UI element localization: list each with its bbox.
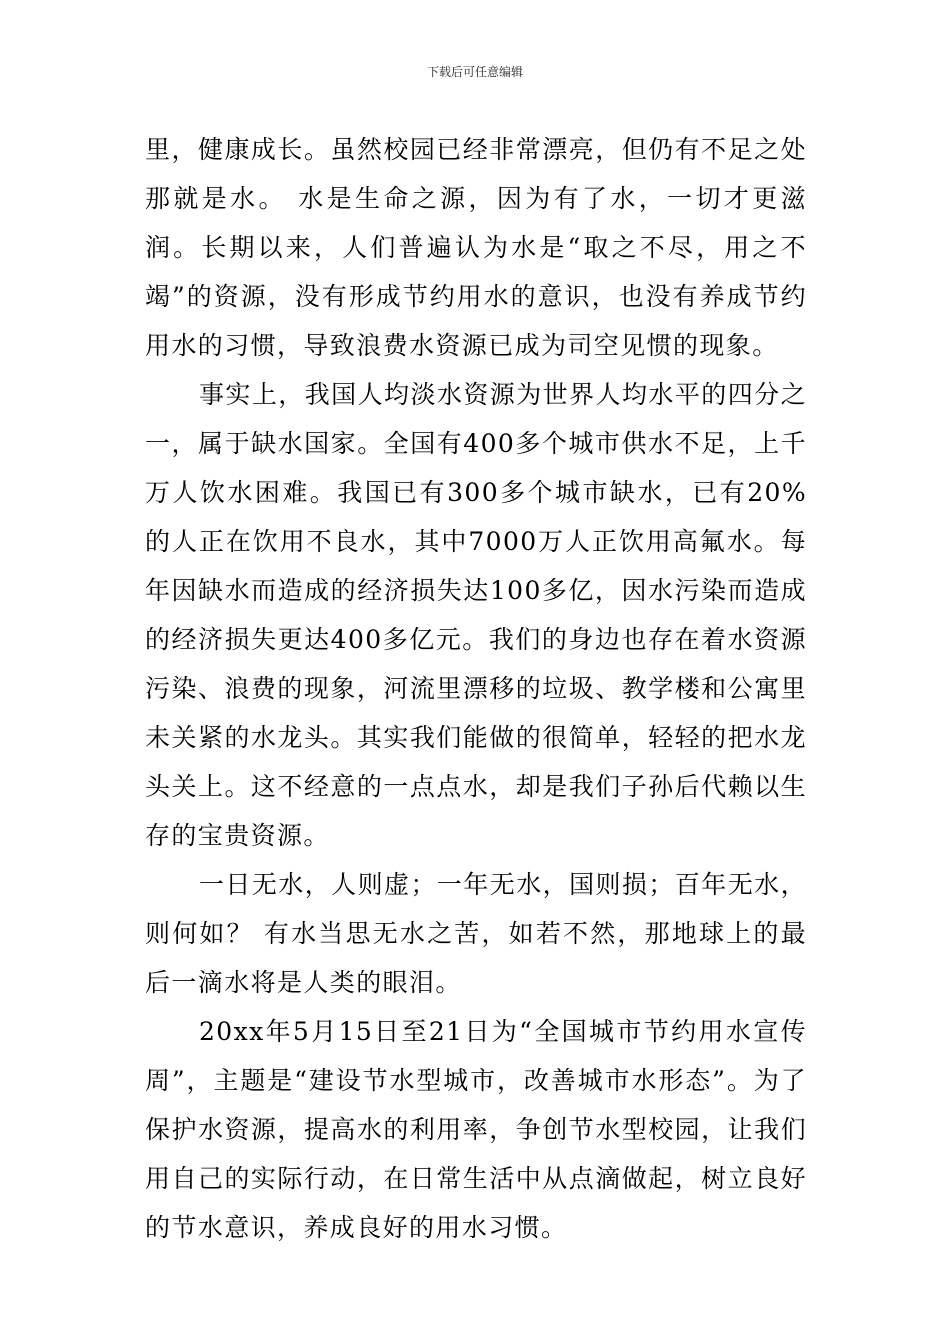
paragraph: 里，健康成长。虽然校园已经非常漂亮，但仍有不足之处那就是水。 水是生命之源，因为有了水，一切才更滋润。长期以来，人们普遍认为水是“取之不尽，用之不竭”的资源，没有形成节约用水的意识，也没有养成节约用水的习惯，导致浪费水资源已成为司空见惯的现象。 — [145, 135, 807, 360]
paragraph: 事实上，我国人均淡水资源为世界人均水平的四分之一，属于缺水国家。全国有400多个城市供水不足，上千万人饮水困难。我国已有300多个城市缺水，已有20%的人正在饮用不良水，其中7000万人正饮用高氟水。每年因缺水而造成的经济损失达100多亿，因水污染而造成的经济损失更达400多亿元。我们的身边也存在着水资源污染、浪费的现象，河流里漂移的垃圾、教学楼和公寓里未关紧的水龙头。其实我们能做的很简单，轻轻的把水龙头关上。这不经意的一点点水，却是我们子孙后代赖以生存的宝贵资源。 — [145, 380, 807, 850]
paragraph: 20xx年5月15日至21日为“全国城市节约用水宣传周”，主题是“建设节水型城市，改善城市水形态”。为了保护水资源，提高水的利用率，争创节水型校园，让我们用自己的实际行动，在日常生活中从点滴做起，树立良好的节水意识，养成良好的用水习惯。 — [145, 1017, 807, 1242]
page-header: 下载后可任意编辑 — [426, 65, 523, 79]
paragraph: 一日无水，人则虚；一年无水，国则损；百年无水，则何如？ 有水当思无水之苦，如若不然，那地球上的最后一滴水将是人类的眼泪。 — [145, 870, 807, 997]
document-body — [145, 125, 807, 1252]
